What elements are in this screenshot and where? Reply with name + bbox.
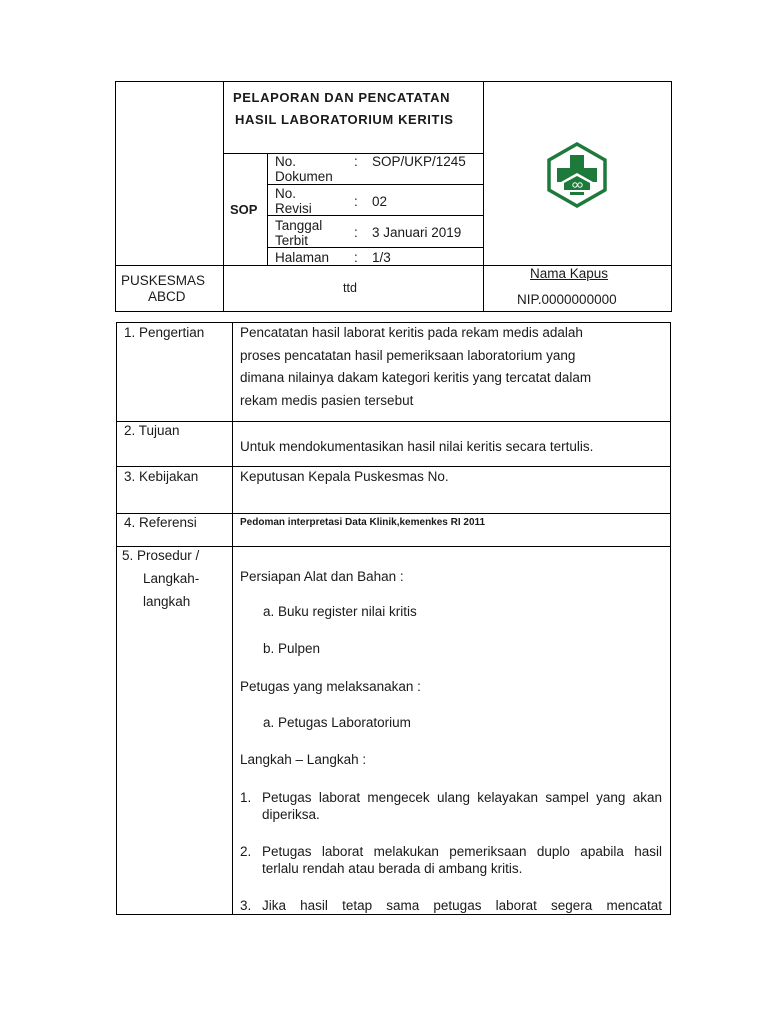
header-border-bottom bbox=[115, 311, 672, 312]
header-border-top bbox=[115, 81, 672, 82]
prosedur-label-line1: 5. Prosedur / bbox=[122, 548, 200, 563]
persiapan-heading: Persiapan Alat dan Bahan : bbox=[240, 569, 404, 584]
kebijakan-label: 3. Kebijakan bbox=[124, 469, 199, 484]
doc-number-label2: Dokumen bbox=[275, 169, 333, 184]
tujuan-text: Untuk mendokumentasikan hasil nilai keritis secara tertulis. bbox=[240, 439, 594, 454]
prosedur-label-line2: Langkah- bbox=[143, 571, 200, 586]
persiapan-item-2: b. Pulpen bbox=[263, 641, 321, 656]
issue-date-sep: : bbox=[354, 225, 358, 240]
page-value: 1/3 bbox=[372, 250, 391, 265]
doc-number-label: No. bbox=[275, 154, 297, 169]
referensi-text: Pedoman interpretasi Data Klinik,kemenkes RI 2011 bbox=[240, 517, 486, 528]
persiapan-item-1: a. Buku register nilai kritis bbox=[263, 604, 417, 619]
revision-label2: Revisi bbox=[275, 201, 312, 216]
doc-number-value: SOP/UKP/1245 bbox=[372, 154, 466, 169]
body-row-divider-1 bbox=[116, 421, 671, 422]
prosedur-label-line3: langkah bbox=[143, 594, 191, 609]
issue-date-label: Tanggal bbox=[275, 218, 323, 233]
head-name: Nama Kapus bbox=[530, 266, 609, 281]
petugas-item-1: a. Petugas Laboratorium bbox=[263, 715, 411, 730]
issue-date-label2: Terbit bbox=[275, 233, 309, 248]
sop-divider bbox=[267, 153, 268, 266]
issue-date-value: 3 Januari 2019 bbox=[372, 225, 462, 240]
step-1-number: 1. bbox=[240, 790, 252, 805]
org-name-line1: PUSKESMAS bbox=[121, 273, 206, 288]
step-3-number: 3. bbox=[240, 898, 252, 913]
step-2-number: 2. bbox=[240, 844, 252, 859]
pengertian-line-4: rekam medis pasien tersebut bbox=[240, 393, 414, 408]
pengertian-label: 1. Pengertian bbox=[124, 325, 205, 340]
header-divider-right bbox=[483, 81, 484, 312]
header-border-right bbox=[671, 81, 672, 312]
document-title-line1: PELAPORAN DAN PENCATATAN bbox=[233, 90, 451, 105]
referensi-label: 4. Referensi bbox=[124, 515, 197, 530]
step-3-text: Jika hasil tetap sama petugas laborat segera mencatat bbox=[262, 898, 662, 913]
puskesmas-logo-icon bbox=[546, 142, 608, 208]
step-2-text: Petugas laborat melakukan pemeriksaan duplo apabila hasil terlalu rendah atau berada di ambang kritis. bbox=[262, 844, 662, 876]
body-row-divider-2 bbox=[116, 466, 671, 467]
head-nip: NIP.0000000000 bbox=[517, 292, 617, 307]
signature-placeholder: ttd bbox=[343, 281, 357, 295]
pengertian-line-2: proses pencatatan hasil pemeriksaan laboratorium yang bbox=[240, 348, 576, 363]
petugas-heading: Petugas yang melaksanakan : bbox=[240, 679, 421, 694]
body-border-top bbox=[116, 322, 671, 323]
body-column-divider bbox=[232, 322, 233, 915]
pengertian-line-1: Pencatatan hasil laborat keritis pada rekam medis adalah bbox=[240, 325, 583, 340]
langkah-heading: Langkah – Langkah : bbox=[240, 752, 367, 767]
body-border-left bbox=[116, 322, 117, 915]
revision-value: 02 bbox=[372, 194, 388, 209]
header-divider-left bbox=[223, 81, 224, 312]
org-name-line2: ABCD bbox=[148, 289, 186, 304]
sop-label: SOP bbox=[230, 202, 258, 217]
tujuan-label: 2. Tujuan bbox=[124, 423, 180, 438]
pengertian-line-3: dimana nilainya dakam kategori keritis yang tercatat dalam bbox=[240, 370, 592, 385]
page-sep: : bbox=[354, 250, 358, 265]
kebijakan-text: Keputusan Kepala Puskesmas No. bbox=[240, 469, 449, 484]
revision-sep: : bbox=[354, 194, 358, 209]
page-label: Halaman bbox=[275, 250, 330, 265]
header-border-left bbox=[115, 81, 116, 312]
body-border-bottom bbox=[116, 914, 671, 915]
revision-label: No. bbox=[275, 186, 297, 201]
doc-number-sep: : bbox=[354, 154, 358, 169]
step-1-text: Petugas laborat mengecek ulang kelayakan sampel yang akan diperiksa. bbox=[262, 790, 662, 822]
body-border-right bbox=[670, 322, 671, 915]
document-title-line2: HASIL LABORATORIUM KERITIS bbox=[235, 112, 454, 127]
